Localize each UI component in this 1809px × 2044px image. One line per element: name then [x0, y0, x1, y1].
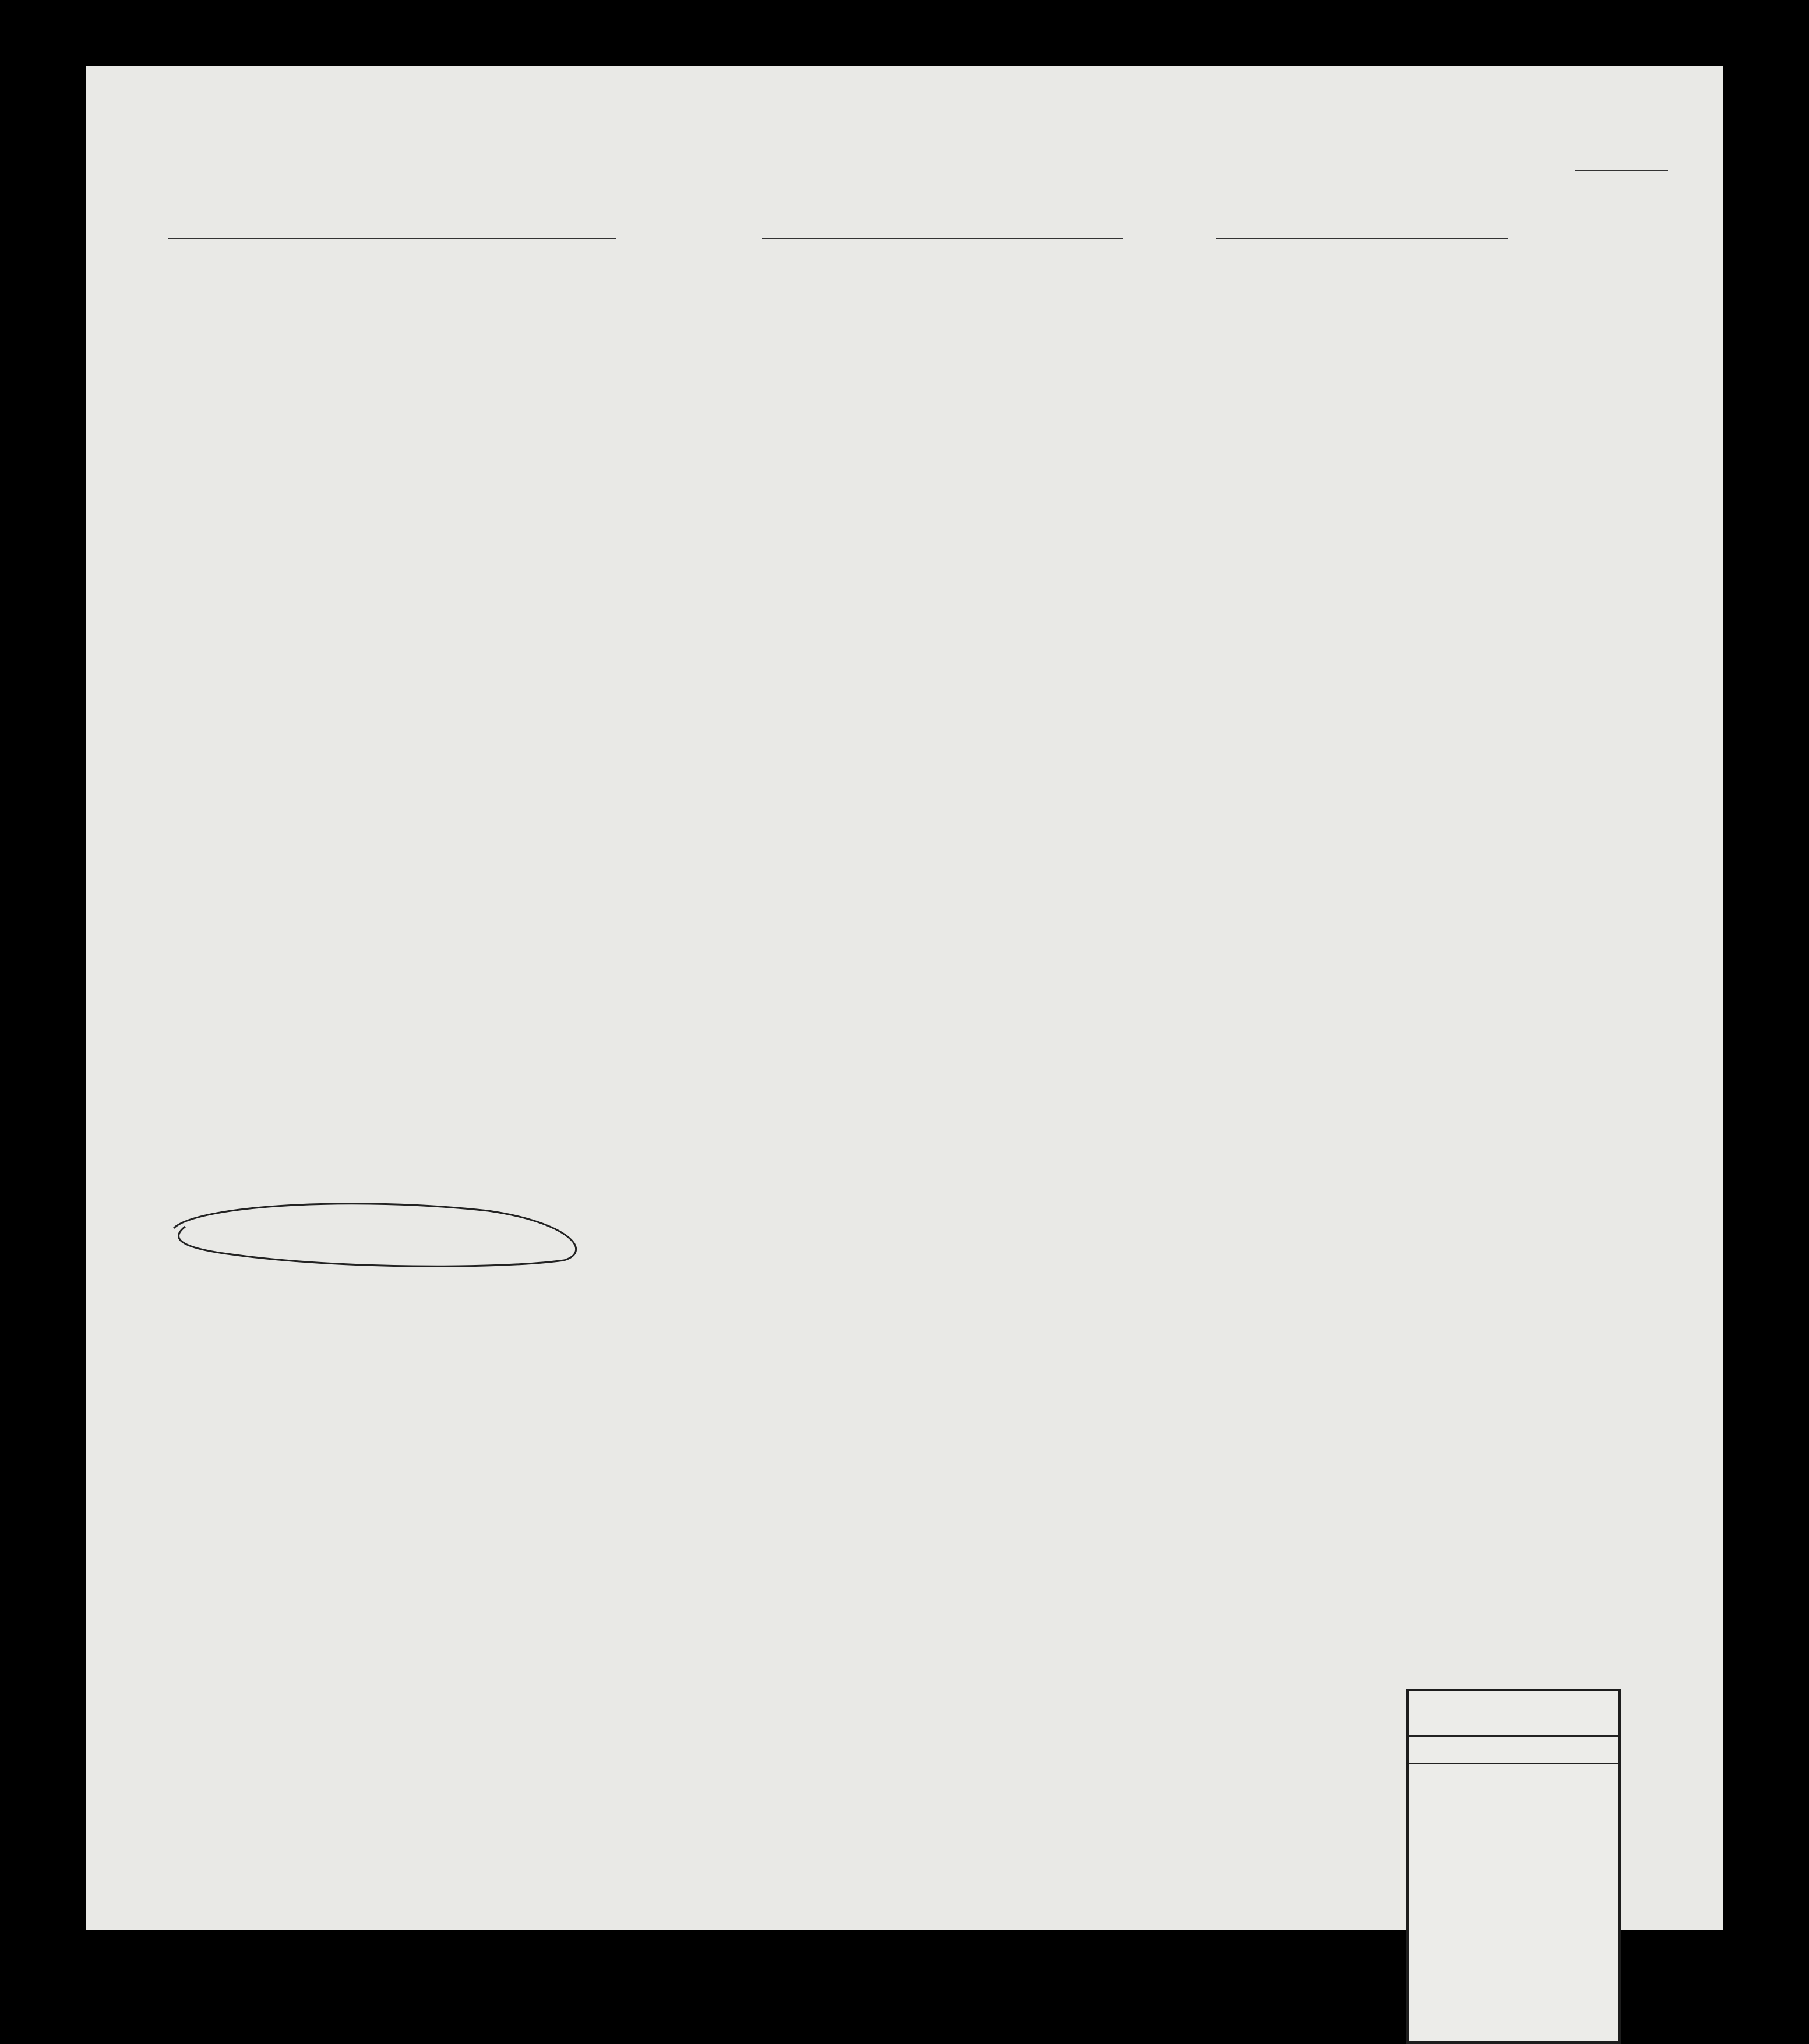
manifest-sheet — [86, 66, 1723, 1930]
stamp-divider-2 — [1409, 1763, 1618, 1764]
cromwell-circle — [162, 1196, 599, 1272]
consulate-stamp — [1406, 1689, 1621, 2044]
table-grid — [86, 66, 1723, 1930]
stamp-divider-1 — [1409, 1735, 1618, 1737]
